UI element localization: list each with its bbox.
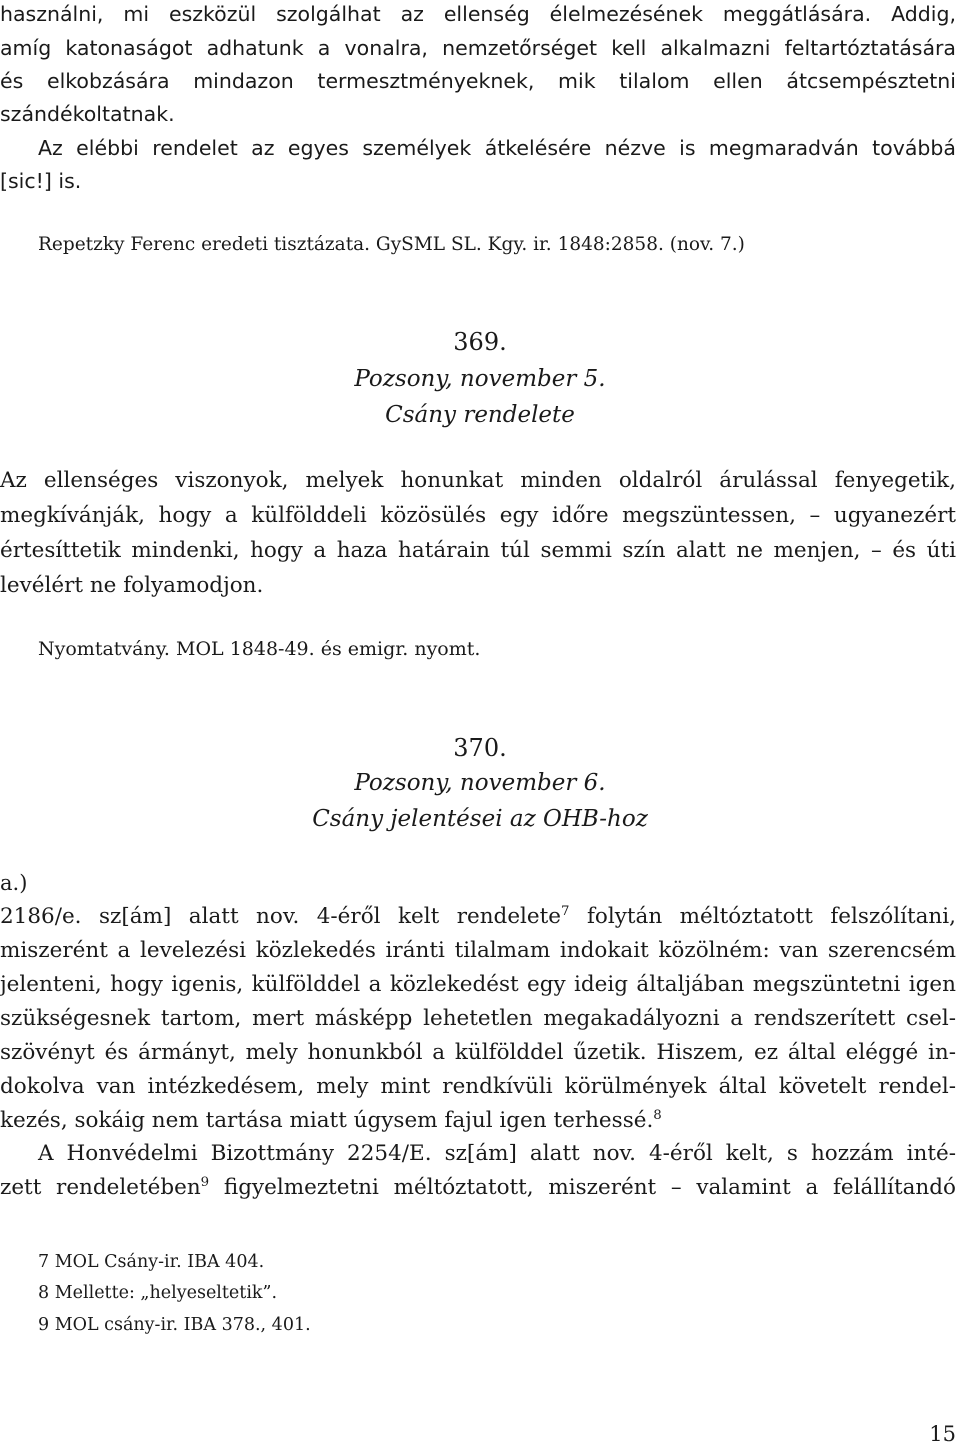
page-number: 15 — [929, 1422, 956, 1446]
body-line: szükségesnek tartom, mert másképp lehetetlen megakadályozni a rendszerített csel- — [0, 1006, 956, 1031]
footnote-number: 7 — [38, 1252, 50, 1272]
body-line: megkívánják, hogy a külfölddeli közösülés egy időre megszüntessen, – ugyanezért — [0, 503, 956, 528]
paragraph-line: amíg katonaságot adhatunk a vonalra, nemzetőrséget kell alkalmazni feltartóztatására — [0, 36, 956, 60]
body-line: A Honvédelmi Bizottmány 2254/E. sz[ám] alatt nov. 4-éről kelt, s hozzám inté- — [38, 1141, 956, 1166]
footnote — [38, 1254, 264, 1272]
footnote-ref[interactable]: 9 — [200, 1174, 210, 1190]
source-note: Repetzky Ferenc eredeti tisztázata. GySML SL. Kgy. ir. 1848:2858. (nov. 7.) — [38, 234, 745, 255]
document-number: 369. — [453, 328, 507, 356]
body-line: zett rendeletében$^9$ figyelmeztetni méltóztatott, miszerént – valamint a felállítandó — [0, 1174, 956, 1200]
footnote — [38, 1317, 311, 1335]
paragraph-line: [sic!] is. — [0, 169, 82, 193]
document-title: Csány jelentései az OHB-hoz — [312, 806, 648, 832]
footnote — [38, 1285, 277, 1303]
footnote-text: Mellette: „helyeseltetik”. — [54, 1283, 278, 1303]
document-number: 370. — [453, 734, 507, 762]
place-date: Pozsony, november 6. — [354, 770, 606, 796]
body-line: szövényt és ármányt, mely honunkból a külfölddel űzetik. Hiszem, ez által eléggé in- — [0, 1040, 956, 1065]
paragraph-line: Az elébbi rendelet az egyes személyek átkelésére nézve is megmaradván továbbá — [38, 136, 956, 160]
footnote-number: 8 — [38, 1283, 50, 1303]
paragraph-line: és elkobzására mindazon termesztményeknek, mik tilalom ellen átcsempésztetni — [0, 69, 956, 93]
body-line: jelenteni, hogy igenis, külfölddel a közlekedést egy ideig általjában megszüntetni igen — [0, 972, 956, 997]
body-line: értesíttetik mindenki, hogy a haza határain túl semmi szín alatt ne menjen, – és úti — [0, 538, 956, 563]
place-date: Pozsony, november 5. — [354, 366, 606, 392]
paragraph-line: használni, mi eszközül szolgálhat az ellenség élelmezésének meggátlására. Addig, — [0, 2, 956, 26]
footnote-ref[interactable]: 7 — [561, 903, 570, 919]
footnote-text: MOL Csány-ir. IBA 404. — [54, 1252, 265, 1272]
body-line: miszerént a levelezési közlekedés iránti tilalmam indokait közölném: van szerencsém — [0, 938, 956, 963]
document-title: Csány rendelete — [385, 402, 575, 428]
body-line: dokolva van intézkedésem, mely mint rendkívüli körülmények által követelt rendel- — [0, 1074, 956, 1099]
footnote-number: 9 — [38, 1315, 50, 1335]
body-line: kezés, sokáig nem tartása miatt úgysem fajul igen terhessé.$^8$ — [0, 1107, 662, 1133]
subsection-label: a.) — [0, 871, 28, 895]
body-line: Az ellenséges viszonyok, melyek honunkat minden oldalról árulással fenyegetik, — [0, 468, 956, 493]
paragraph-line: szándékoltatnak. — [0, 102, 175, 126]
footnote-text: MOL csány-ir. IBA 378., 401. — [54, 1315, 311, 1335]
body-line: 2186/e. sz[ám] alatt nov. 4-éről kelt rendelete$^7$ folytán méltóztatott felszólítani, — [0, 903, 956, 929]
footnote-ref[interactable]: 8 — [653, 1107, 662, 1123]
source-note: Nyomtatvány. MOL 1848-49. és emigr. nyomt. — [38, 638, 481, 660]
body-line: levélért ne folyamodjon. — [0, 573, 264, 598]
